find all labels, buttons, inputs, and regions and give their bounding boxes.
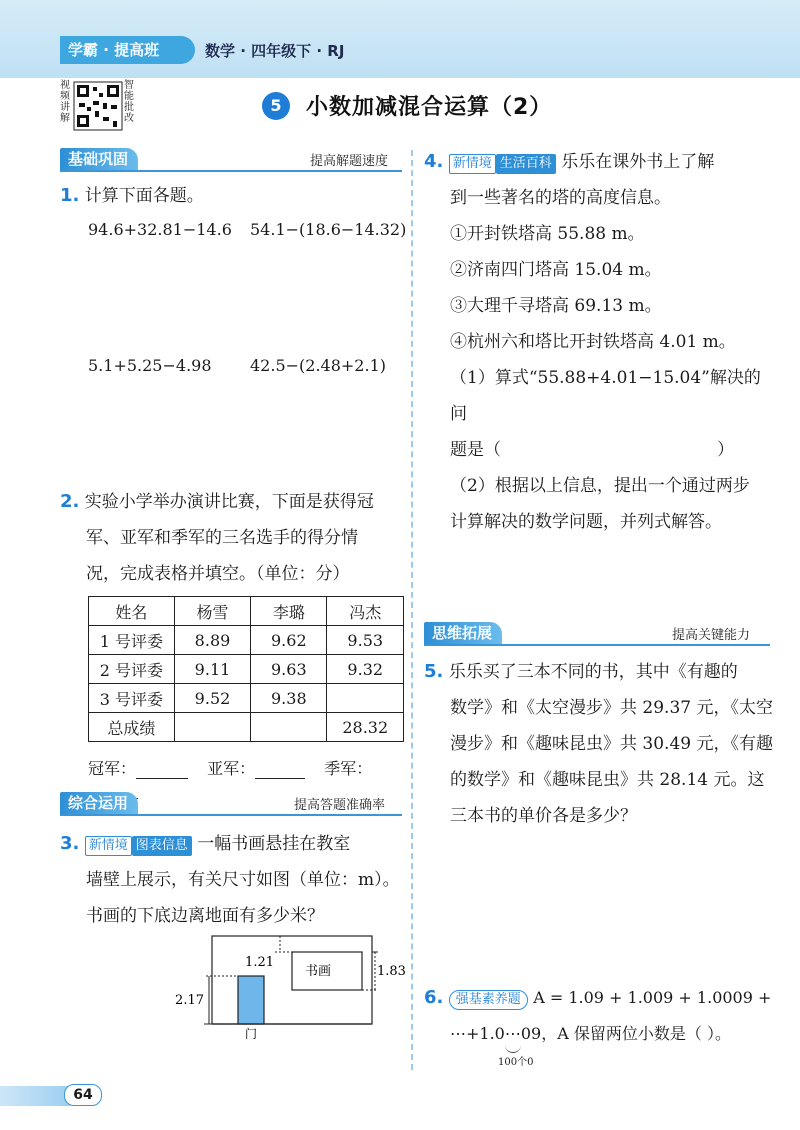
question-number: 5 [424,661,437,682]
brand-label: 学霸 · 提高班 [60,36,195,64]
section-hint-basic: 提高解题速度 [310,154,389,169]
page-number: 64 [64,1084,102,1106]
dim-1-21: 1.21 [245,955,274,970]
question-6: 6. 强基素养题 A = 1.09 + 1.009 + 1.0009 + ⋯+1.0⋯09，A 保留两位小数是（ ）。 [424,980,784,1053]
section-tag-comprehensive: 综合运用 [60,792,138,814]
question-line: （2）根据以上信息，提出一个通过两步 [450,476,750,496]
expression-4: 42.5−(2.48+2.1) [250,356,386,375]
table-header-cell: 冯杰 [327,597,404,626]
question-number: 4 [424,151,437,172]
question-line: 况，完成表格并填空。（单位：分） [86,564,350,584]
table-cell: 9.62 [251,626,327,655]
table-cell: 9.52 [174,684,250,713]
expression-3: 5.1+5.25−4.98 [88,356,212,375]
new-context-badge: 新情境 [85,836,132,856]
question-line: ③大理千寻塔高 69.13 m。 [450,296,662,316]
question-line: （1）算式“55.88+4.01−15.04”解决的问 [450,368,761,424]
question-line: ①开封铁塔高 55.88 m。 [450,224,645,244]
painting-label: 书画 [304,964,332,979]
door-label: 门 [244,1027,258,1041]
table-cell: 9.63 [251,655,327,684]
literacy-badge: 强基素养题 [449,990,528,1010]
hundred-zeros-label: 100个0 [498,1057,534,1068]
qr-code[interactable] [60,80,132,136]
expression-2: 54.1−(18.6−14.32) [250,220,407,239]
formula-dots: ⋯ [505,1016,521,1053]
table-cell: 9.38 [251,684,327,713]
question-number: 1 [60,185,73,206]
question-number: 2 [60,491,73,512]
table-cell: 9.11 [174,655,250,684]
formula-part: 09，A 保留两位小数是（ ）。 [520,1024,731,1043]
section-tag-basic: 基础巩固 [60,148,138,170]
subject-label: 数学 · 四年级下 · RJ [205,42,345,60]
question-line: 乐乐在课外书上了解 [561,152,715,172]
question-5: 5. 乐乐买了三本不同的书，其中《有趣的 数学》和《太空漫步》共 29.37 元，《太空 漫步》和《趣味昆虫》共 30.49 元，《有趣 的数学》和《趣味昆虫》共 28.14 元。这 三本书的单价各是多少？ [424,654,774,834]
table-header-cell: 杨雪 [174,597,250,626]
section-hint-thinking: 提高关键能力 [672,628,751,643]
new-context-badge: 新情境 [449,154,496,174]
question-line: 到一些著名的塔的高度信息。 [450,188,671,208]
wall-diagram [175,930,406,1045]
table-header-row [89,597,404,626]
table-row [89,655,404,684]
lesson-title: 小数加减混合运算（2） [306,95,553,120]
qr-right-text: 智能批改 [124,80,134,124]
table-answer-cell[interactable] [174,713,250,742]
question-line: 的数学》和《趣味昆虫》共 28.14 元。这 [450,770,765,790]
dim-1-83: 1.83 [377,964,406,979]
table-header-cell: 李璐 [251,597,327,626]
question-number: 3 [60,833,73,854]
question-1: 1. 计算下面各题。 [60,185,204,206]
runner-up-label: 亚军： [207,759,256,778]
section-line-thinking [424,644,770,646]
question-line: 数学》和《太空漫步》共 29.37 元，《太空 [450,698,773,718]
table-answer-cell[interactable] [327,684,404,713]
table-answer-cell[interactable] [251,713,327,742]
table-cell: 9.32 [327,655,404,684]
champion-label: 冠军： [88,759,137,778]
champion-blank[interactable] [136,759,188,779]
formula-part: ⋯+1.0 [450,1024,505,1043]
runner-up-blank[interactable] [255,759,305,779]
question-line: 三本书的单价各是多少？ [450,806,637,826]
question-stem: 计算下面各题。 [84,186,204,206]
table-cell: 3 号评委 [89,684,175,713]
formula-line-2 [424,1016,784,1053]
question-3: 3. 新情境 图表信息 一幅书画悬挂在教室 墙壁上展示，有关尺寸如图（单位：m）。 书画的下底边离地面有多少米？ [60,826,410,934]
question-line: 漫步》和《趣味昆虫》共 30.49 元，《有趣 [450,734,773,754]
table-cell: 2 号评委 [89,655,175,684]
lesson-number: 5 [262,92,290,120]
question-line: 军、亚军和季军的三名选手的得分情 [86,528,358,548]
type-badge: 生活百科 [496,154,556,174]
question-number: 6 [424,987,437,1008]
section-tag-thinking: 思维拓展 [424,622,502,644]
qr-left-text: 视频讲解 [60,80,70,124]
table-row [89,626,404,655]
type-badge: 图表信息 [132,836,192,856]
formula-line-1: A = 1.09 + 1.009 + 1.0009 + [533,988,772,1007]
door-shape [238,976,264,1024]
question-line: 书画的下底边离地面有多少米？ [86,906,324,926]
column-divider [411,150,413,1070]
question-line: ②济南四门塔高 15.04 m。 [450,260,662,280]
table-row [89,684,404,713]
score-table [88,596,404,742]
question-line: ④杭州六和塔比开封铁塔高 4.01 m。 [450,332,736,352]
question-line: 计算解决的数学问题，并列式解答。 [450,512,722,532]
table-cell: 28.32 [327,713,404,742]
question-2: 2. 实验小学举办演讲比赛，下面是获得冠 军、亚军和季军的三名选手的得分情 况，完成表格并填空。（单位：分） [60,484,410,592]
footer-bar [0,1086,70,1106]
table-cell: 9.53 [327,626,404,655]
table-header-cell: 姓名 [89,597,175,626]
table-cell: 1 号评委 [89,626,175,655]
answer-blank-line[interactable]: 题是（ ） [450,440,735,460]
question-line: 一幅书画悬挂在教室 [197,834,351,854]
rank-blanks [88,756,408,799]
table-cell: 8.89 [174,626,250,655]
table-cell: 总成绩 [89,713,175,742]
qr-code-icon [74,82,122,130]
dim-2-17: 2.17 [175,993,204,1008]
question-line: 墙壁上展示，有关尺寸如图（单位：m）。 [86,870,400,890]
third-label: 季军： [324,759,373,778]
question-line: 乐乐买了三本不同的书，其中《有趣的 [448,662,738,682]
question-line: 实验小学举办演讲比赛，下面是获得冠 [84,492,374,512]
table-row [89,713,404,742]
question-4: 4. 新情境 生活百科 乐乐在课外书上了解 到一些著名的塔的高度信息。 ①开封铁塔高 55.88 m。 ②济南四门塔高 15.04 m。 ③大理千寻塔高 69.13 m。 ④杭州六和塔比开封铁塔高 4.01 m。 （1）算式“55.88+4.01−15.04”解决的问 题是（ ） （2）根据以上信息，提出一个通过两步 计算解决的数学问题，并列式解答。 [424,144,774,540]
section-line-comprehensive [60,814,402,816]
section-line-basic [60,170,402,172]
expression-1: 94.6+32.81−14.6 [88,220,232,239]
section-hint-comprehensive: 提高答题准确率 [294,798,386,813]
